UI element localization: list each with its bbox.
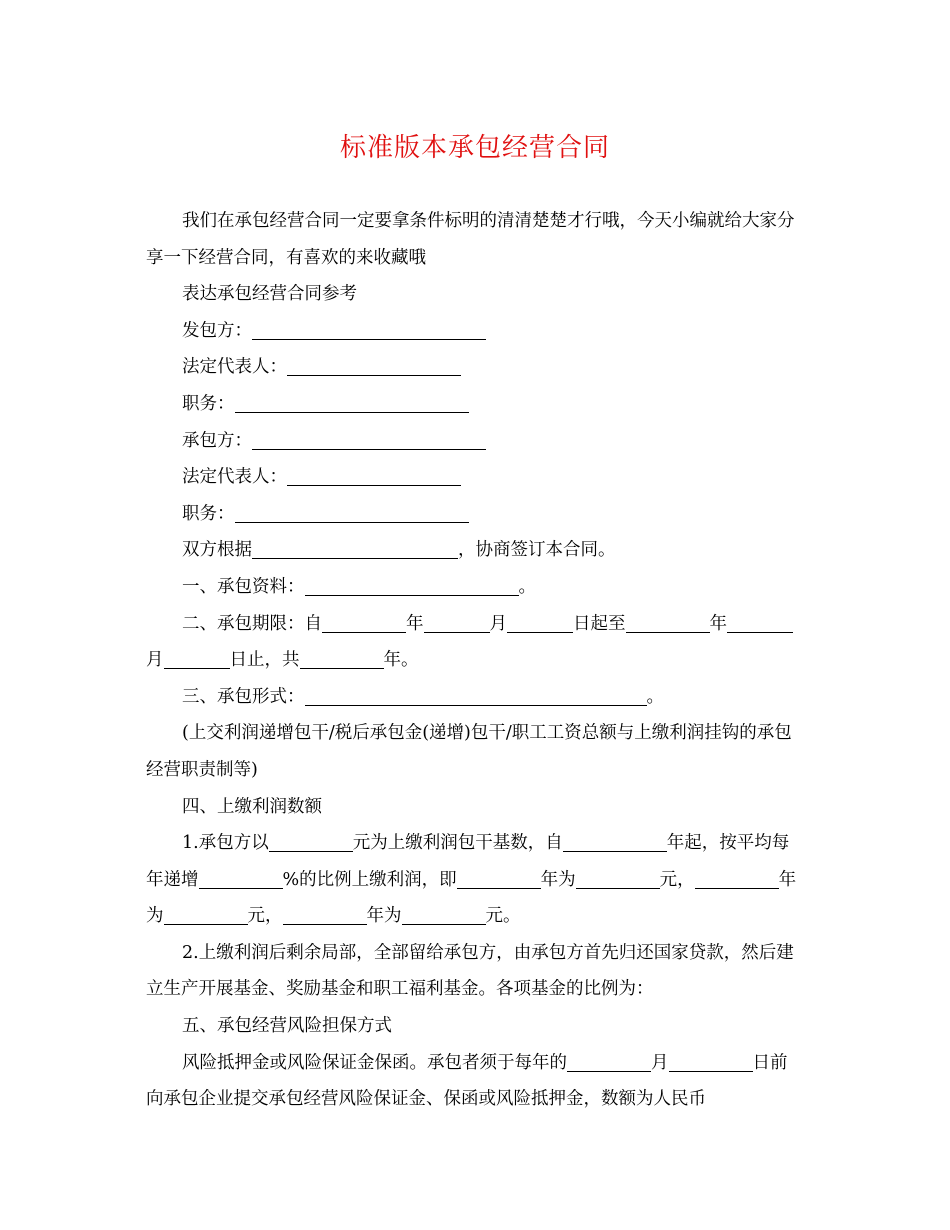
party-a-position-blank [235,392,469,413]
clause1-prefix: 一、承包资料： [182,576,305,597]
party-a-rep-label: 法定代表人： [182,357,287,378]
clause4-item1-part2: 元为上缴利润包干基数，自 [352,833,563,854]
clause1-line [146,569,802,606]
clause1-blank [305,575,519,596]
clause4-blank-base [269,831,353,852]
clause4-blank-amount-b [164,904,248,925]
document-title: 标准版本承包经营合同 [339,133,610,163]
clause2-blank-month2 [727,612,793,633]
party-a-position-label: 职务： [182,393,235,414]
party-b-rep-line [146,459,802,496]
clause4-item1-part3: 年起，按平均每年递增 [146,833,790,890]
clause4-blank-start-year [563,831,667,852]
clause4-item1 [146,825,802,935]
clause4-blank-year-b [695,868,779,889]
clause4-blank-year-a [457,868,541,889]
clause5-part2: 月 [651,1052,669,1073]
party-b-line [146,423,802,460]
clause2-day1: 日起至 [573,613,626,634]
clause5-part3: 日前向承包企业提交承包经营风险保证金、保函或风险抵押金，数额为人民币 [146,1052,788,1110]
party-a-label: 发包方： [182,320,252,341]
party-b-label: 承包方： [182,430,252,451]
party-b-position-label: 职务： [182,503,235,524]
clause5-blank-month [567,1051,651,1072]
clause2-blank-years [300,648,384,669]
clause2-blank-day2 [164,648,230,669]
party-a-blank [252,319,486,340]
clause2-blank-month1 [424,612,490,633]
basis-prefix: 双方根据 [182,540,252,561]
clause2-month1: 月 [489,613,507,634]
clause5-heading: 五、承包经营风险担保方式 [182,1016,392,1037]
clause3-line [146,679,802,716]
clause4-item1-part8: 元， [247,906,283,927]
party-b-position-blank [235,502,469,523]
clause5-blank-day [669,1051,753,1072]
clause4-blank-rate [199,868,283,889]
document-body [146,203,802,1118]
clause5-part1: 风险抵押金或风险保证金保函。承包者须于每年的 [182,1052,567,1073]
basis-suffix: ，协商签订本合同。 [458,540,616,561]
party-b-position-line [146,496,802,533]
clause4-heading: 四、上缴利润数额 [182,796,322,817]
party-b-rep-blank [287,465,461,486]
party-a-position-line [146,386,802,423]
party-b-rep-label: 法定代表人： [182,467,287,488]
intro-paragraph: 我们在承包经营合同一定要拿条件标明的清清楚楚才行哦，今天小编就给大家分享一下经营合同，有喜欢的来收藏哦 [146,211,795,268]
party-a-line [146,313,802,350]
clause4-item1-part10: 元。 [485,906,521,927]
clause2-blank-day1 [507,612,573,633]
party-a-rep-blank [287,355,461,376]
clause4-item2: 2.上缴利润后剩余局部，全部留给承包方，由承包方首先归还国家贷款，然后建立生产开展基金、奖励基金和职工福利基金。各项基金的比例为： [146,942,794,1000]
basis-blank [252,538,458,559]
party-b-blank [252,429,486,450]
clause2-blank-year2 [626,612,710,633]
clause1-suffix: 。 [518,576,536,597]
clause2-year2: 年 [709,613,727,634]
clause4-item1-part4: %的比例上缴利润，即 [282,869,457,890]
clause2-paragraph [146,606,802,679]
clause4-item1-part6: 元， [659,869,695,890]
clause4-blank-amount-a [576,868,660,889]
party-a-rep-line [146,349,802,386]
clause2-years: 年。 [383,650,419,671]
clause4-item1-part9: 年为 [366,906,402,927]
clause2-day2: 日止，共 [229,650,300,671]
clause3-prefix: 三、承包形式： [182,686,305,707]
clause4-item1-part7: 年为 [146,869,797,927]
clause2-blank-year1 [322,612,406,633]
basis-line [146,532,802,569]
clause5-paragraph [146,1045,802,1118]
clause2-prefix: 二、承包期限：自 [182,613,322,634]
clause3-note: (上交利润递增包干/税后承包金(递增)包干/职工工资总额与上缴利润挂钩的承包经营职责制等) [146,723,792,780]
clause4-blank-year-c [283,904,367,925]
clause2-year1: 年 [406,613,424,634]
subheading: 表达承包经营合同参考 [182,284,357,305]
clause3-suffix: 。 [646,686,664,707]
clause3-blank [305,685,647,706]
clause4-blank-amount-c [402,904,486,925]
clause4-item1-part5: 年为 [540,869,576,890]
clause4-item1-part1: 1.承包方以 [182,833,269,854]
clause2-month2: 月 [146,650,164,671]
